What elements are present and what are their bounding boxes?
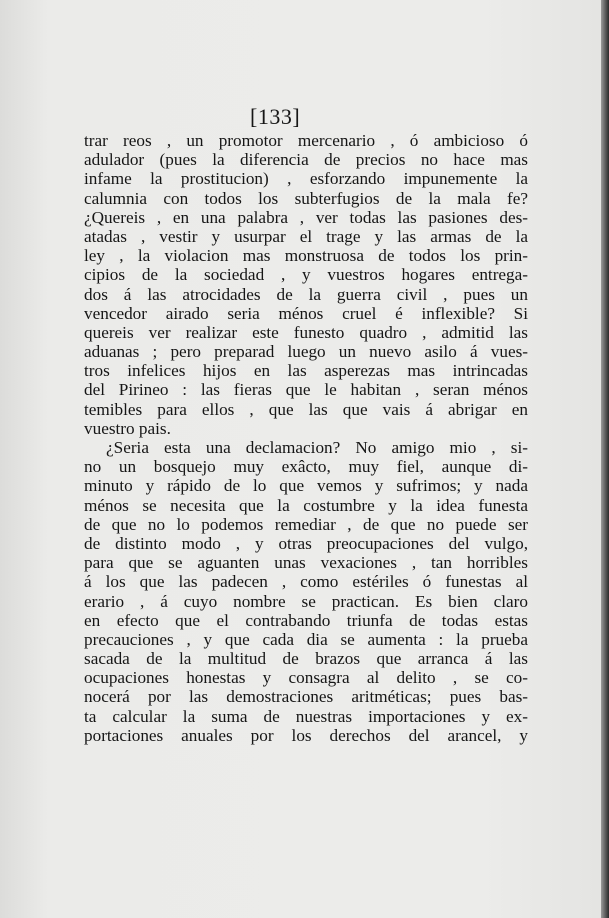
text-line: vuestro pais. [84, 418, 171, 438]
text-line: ¿Seria esta una declamacion? No amigo mio , si- [106, 438, 528, 457]
text-line: para que se aguanten unas vexaciones , tan horribles [84, 553, 528, 573]
text-line: infame la prostitucion) , esforzando impunemente la [84, 169, 528, 189]
text-line: nocerá por las demostraciones aritméticas; pues bas- [84, 687, 528, 707]
text-line: temibles para ellos , que las que vais á abrigar en [84, 399, 528, 419]
text-line: no un bosquejo muy exâcto, muy fiel, aunque di- [84, 457, 528, 477]
text-line: del Pirineo : las fieras que le habitan , seran ménos [84, 380, 528, 400]
text-line: quereis ver realizar este funesto quadro , admitid las [84, 322, 528, 342]
text-line: ¿Quereis , en una palabra , ver todas las pasiones des- [84, 207, 528, 227]
text-line: ménos se necesita que la costumbre y la idea funesta [84, 495, 528, 515]
text-line: atadas , vestir y usurpar el trage y las armas de la [84, 226, 528, 246]
text-line: trar reos , un promotor mercenario , ó ambicioso ó [84, 131, 528, 150]
text-line: vencedor airado seria ménos cruel é inflexible? Si [84, 303, 528, 323]
text-line: ley , la violacion mas monstruosa de todos los prin- [84, 246, 528, 266]
text-line: de distinto modo , y otras preocupaciones del vulgo, [84, 533, 528, 553]
text-line: tros infelices hijos en las asperezas mas intrincadas [84, 361, 528, 381]
text-line: sacada de la multitud de brazos que arranca á las [84, 649, 528, 669]
page-edge-shadow [601, 0, 609, 918]
text-line: aduanas ; pero preparad luego un nuevo asilo á vues- [84, 342, 528, 362]
text-line: dos á las atrocidades de la guerra civil , pues un [84, 284, 528, 304]
page-number: [133] [250, 104, 301, 129]
page-body-text [84, 131, 528, 745]
text-line: á los que las padecen , como estériles ó funestas al [84, 572, 528, 592]
text-line: en efecto que el contrabando triunfa de todas estas [84, 610, 528, 630]
text-line: ocupaciones honestas y consagra al delito , se co- [84, 668, 528, 688]
text-line: adulador (pues la diferencia de precios no hace mas [84, 150, 528, 170]
text-line: de que no lo podemos remediar , de que no puede ser [84, 514, 528, 534]
text-line: calumnia con todos los subterfugios de la mala fe? [84, 188, 528, 208]
text-line: minuto y rápido de lo que vemos y sufrimos; y nada [84, 476, 528, 496]
text-line: ta calcular la suma de nuestras importaciones y ex- [84, 706, 528, 726]
text-line: portaciones anuales por los derechos del arancel, y [84, 725, 528, 745]
text-line: erario , á cuyo nombre se practican. Es bien claro [84, 591, 528, 611]
text-line: precauciones , y que cada dia se aumenta : la prueba [84, 629, 528, 649]
text-line: cipios de la sociedad , y vuestros hogares entrega- [84, 265, 528, 285]
